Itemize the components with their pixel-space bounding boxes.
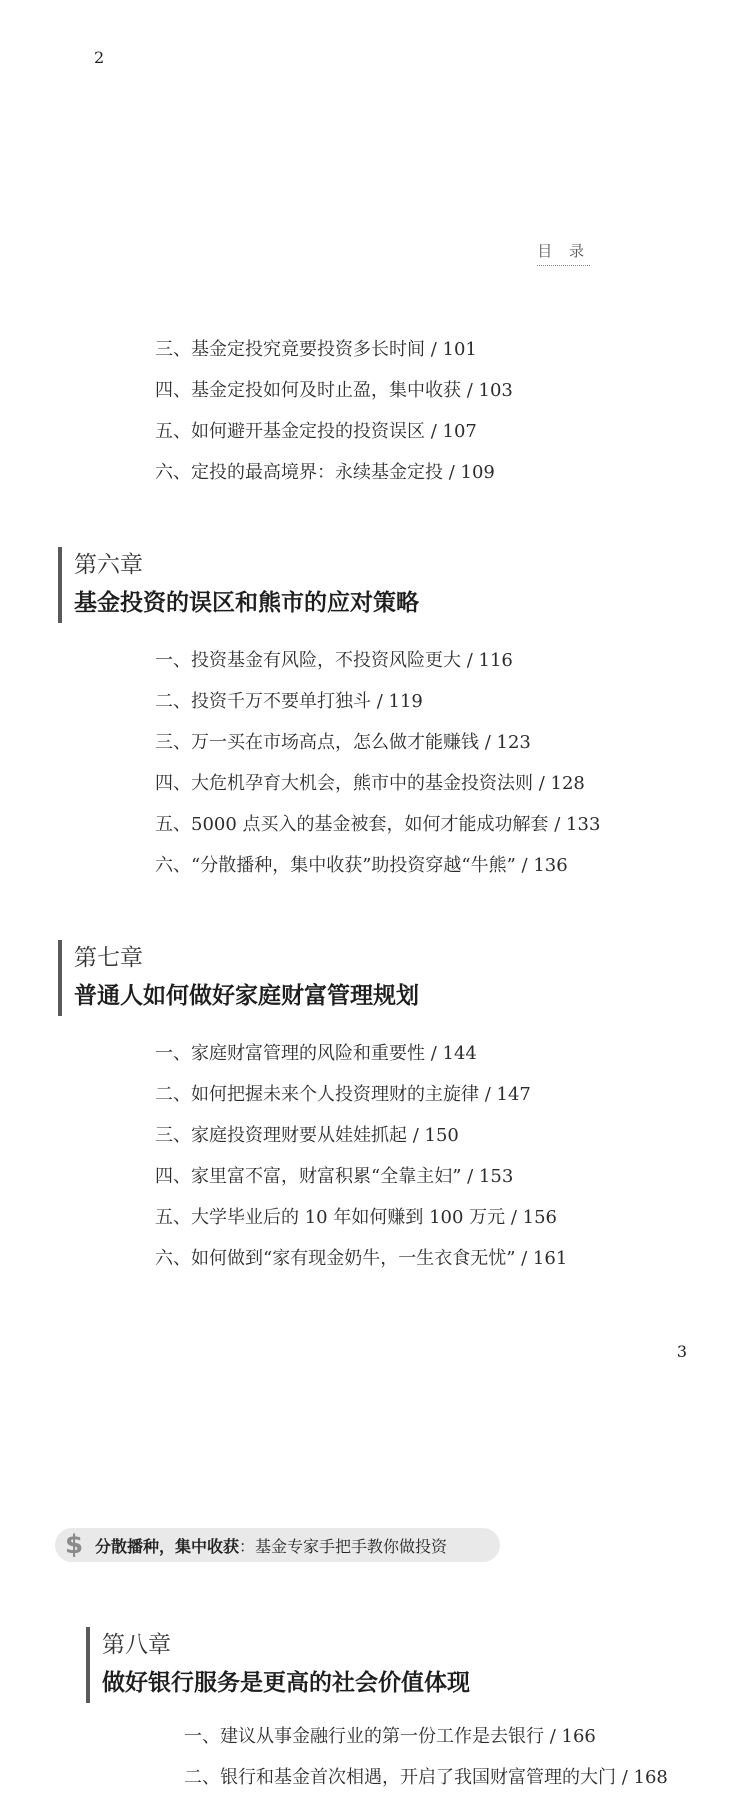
chapter-label: 第六章	[74, 552, 143, 578]
chapter-label: 第八章	[102, 1632, 171, 1658]
book-title-banner	[55, 1528, 500, 1562]
toc-item[interactable]: 三、万一买在市场高点，怎么做才能赚钱 / 123	[155, 732, 531, 753]
toc-item[interactable]: 四、家里富不富，财富积累“全靠主妇” / 153	[155, 1166, 514, 1187]
chapter-7-heading	[58, 940, 419, 1016]
toc-item[interactable]: 五、大学毕业后的 10 年如何赚到 100 万元 / 156	[155, 1207, 558, 1228]
toc-item[interactable]: 一、建议从事金融行业的第一份工作是去银行 / 166	[184, 1726, 596, 1747]
chapter-title[interactable]: 普通人如何做好家庭财富管理规划	[74, 983, 419, 1009]
chapter-8-heading	[86, 1627, 470, 1703]
toc-item[interactable]: 三、基金定投究竟要投资多长时间 / 101	[155, 339, 477, 360]
chapter-6-heading	[58, 547, 419, 623]
chapter-title[interactable]: 基金投资的误区和熊市的应对策略	[74, 590, 419, 616]
toc-item[interactable]: 二、如何把握未来个人投资理财的主旋律 / 147	[155, 1084, 531, 1105]
chapter-6-toc-list	[155, 640, 600, 886]
toc-section-tag: 目 录	[537, 240, 590, 266]
chapter-7-toc-list	[155, 1033, 567, 1279]
page-number-top: 2	[94, 48, 105, 67]
dollar-icon: $	[64, 1530, 84, 1560]
toc-item[interactable]: 四、大危机孕育大机会，熊市中的基金投资法则 / 128	[155, 773, 585, 794]
chapter-label: 第七章	[74, 945, 143, 971]
toc-item[interactable]: 五、如何避开基金定投的投资误区 / 107	[155, 421, 477, 442]
toc-item[interactable]: 六、定投的最高境界：永续基金定投 / 109	[155, 462, 495, 483]
chapter-title[interactable]: 做好银行服务是更高的社会价值体现	[102, 1670, 470, 1696]
continued-toc-list	[155, 329, 513, 493]
banner-subtitle: ：基金专家手把手教你做投资	[239, 1536, 448, 1556]
toc-item[interactable]: 六、“分散播种，集中收获”助投资穿越“牛熊” / 136	[155, 855, 568, 876]
page-number-right: 3	[676, 1342, 687, 1361]
toc-item[interactable]: 四、基金定投如何及时止盈，集中收获 / 103	[155, 380, 513, 401]
banner-book-title: 分散播种，集中收获	[95, 1536, 240, 1556]
toc-item[interactable]: 三、家庭投资理财要从娃娃抓起 / 150	[155, 1125, 459, 1146]
toc-item[interactable]: 一、投资基金有风险，不投资风险更大 / 116	[155, 650, 513, 671]
toc-item[interactable]: 二、银行和基金首次相遇，开启了我国财富管理的大门 / 168	[184, 1767, 668, 1788]
chapter-8-toc-list	[184, 1716, 668, 1798]
toc-item[interactable]: 二、投资千万不要单打独斗 / 119	[155, 691, 423, 712]
toc-item[interactable]: 一、家庭财富管理的风险和重要性 / 144	[155, 1043, 477, 1064]
toc-item[interactable]: 五、5000 点买入的基金被套，如何才能成功解套 / 133	[155, 814, 601, 835]
toc-item[interactable]: 六、如何做到“家有现金奶牛，一生衣食无忧” / 161	[155, 1248, 568, 1269]
